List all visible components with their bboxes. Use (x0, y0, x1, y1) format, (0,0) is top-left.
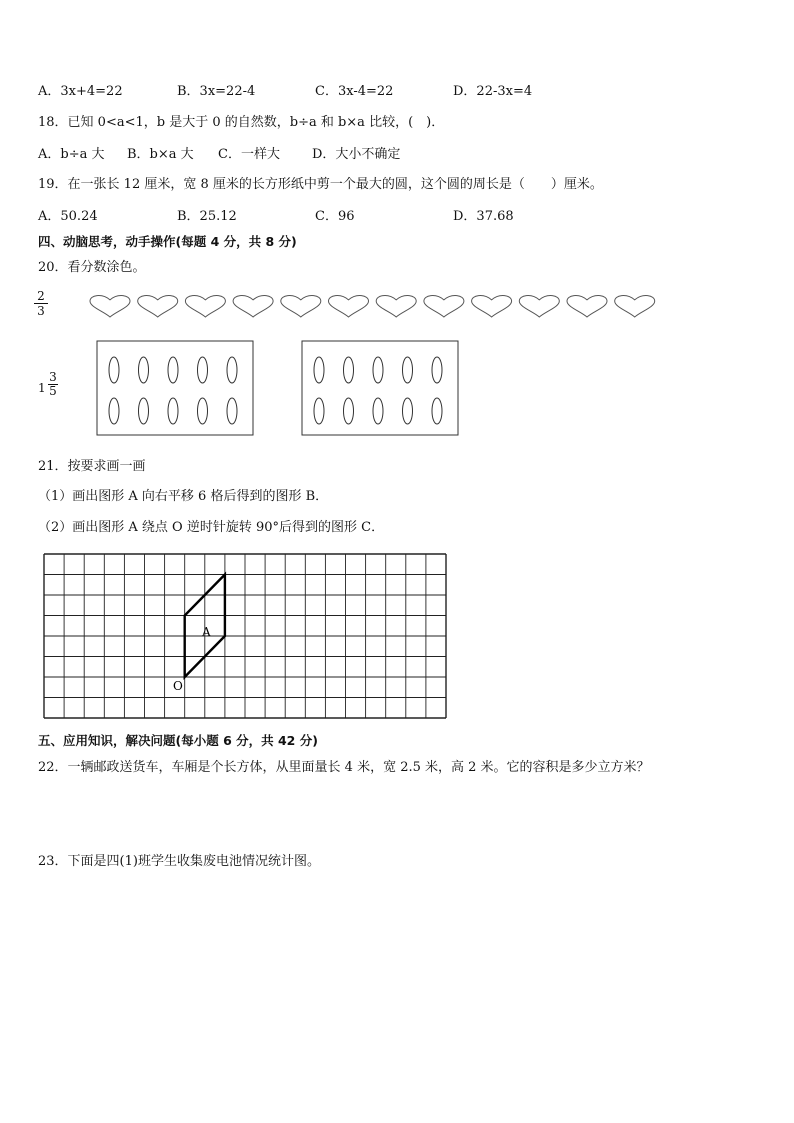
heart-shape (185, 296, 225, 317)
fraction-two-thirds (34, 290, 48, 317)
q17-option-c: C．3x-4=22 (315, 84, 394, 99)
oval-shape (344, 357, 354, 383)
heart-shape (329, 296, 369, 317)
mixed-whole: 1 (38, 381, 46, 395)
oval-shape (314, 398, 324, 424)
q17-option-b: B．3x=22-4 (177, 84, 256, 99)
q21-part-2: （2）画出图形 A 绕点 O 逆时针旋转 90°后得到的图形 C． (38, 520, 385, 535)
q17-option-a: A．3x+4=22 (38, 84, 123, 99)
q18-option-d: D．大小不确定 (312, 147, 401, 162)
heart-shape (281, 296, 321, 317)
heart-shape (519, 296, 559, 317)
oval-shape (139, 398, 149, 424)
q18-option-b: B．b×a 大 (127, 147, 194, 162)
mixed-denominator: 5 (49, 384, 57, 398)
mixed-number-one-three-fifths (38, 372, 60, 406)
q19-option-d: D．37.68 (453, 209, 514, 224)
q19-option-b: B．25.12 (177, 209, 237, 224)
section-5-title: 五、应用知识，解决问题(每小题 6 分，共 42 分) (38, 733, 318, 748)
oval-shape (109, 398, 119, 424)
heart-shape (138, 296, 178, 317)
heart-shape (424, 296, 464, 317)
q18-option-c: C．一样大 (218, 147, 280, 162)
oval-box (97, 341, 253, 435)
oval-shape (373, 357, 383, 383)
heart-shape (472, 296, 512, 317)
q18-option-a: A．b÷a 大 (38, 147, 105, 162)
q19-question: 19．在一张长 12 厘米，宽 8 厘米的长方形纸中剪一个最大的圆，这个圆的周长是（ ）厘米。 (38, 177, 603, 192)
fraction-numerator: 2 (37, 289, 45, 303)
heart-shape (90, 296, 130, 317)
oval-shape (139, 357, 149, 383)
oval-shape (403, 398, 413, 424)
q19-option-c: C．96 (315, 209, 355, 224)
shape-a-label: A (202, 625, 211, 639)
heart-shape (567, 296, 607, 317)
q19-option-a: A．50.24 (38, 209, 98, 224)
mixed-numerator: 3 (49, 370, 57, 384)
hearts-row (88, 293, 668, 323)
point-o-label: O (173, 679, 183, 693)
oval-shape (168, 357, 178, 383)
oval-shape (198, 398, 208, 424)
heart-shape (376, 296, 416, 317)
q21-question: 21．按要求画一画 (38, 459, 146, 474)
q23-question: 23．下面是四(1)班学生收集废电池情况统计图。 (38, 854, 320, 869)
oval-shape (227, 398, 237, 424)
heart-shape (233, 296, 273, 317)
oval-shape (314, 357, 324, 383)
q22-question: 22．一辆邮政送货车，车厢是个长方体，从里面量长 4 米，宽 2.5 米，高 2 米。它的容积是多少立方米？ (38, 760, 650, 775)
fraction-denominator: 3 (37, 304, 45, 318)
q18-question: 18．已知 0<a<1，b 是大于 0 的自然数，b÷a 和 b×a 比较，( )． (38, 115, 445, 130)
oval-box (302, 341, 458, 435)
oval-shape (109, 357, 119, 383)
drawing-grid (42, 552, 446, 724)
oval-shape (168, 398, 178, 424)
q21-part-1: （1）画出图形 A 向右平移 6 格后得到的图形 B． (38, 489, 329, 504)
oval-boxes (96, 340, 466, 440)
grid-lines (44, 554, 446, 718)
section-4-title: 四、动脑思考，动手操作(每题 4 分，共 8 分) (38, 234, 297, 249)
q20-question: 20．看分数涂色。 (38, 260, 146, 275)
oval-shape (403, 357, 413, 383)
oval-shape (373, 398, 383, 424)
oval-shape (432, 398, 442, 424)
heart-shape (615, 296, 655, 317)
oval-shape (344, 398, 354, 424)
q17-option-d: D．22-3x=4 (453, 84, 533, 99)
oval-shape (198, 357, 208, 383)
oval-shape (227, 357, 237, 383)
oval-shape (432, 357, 442, 383)
